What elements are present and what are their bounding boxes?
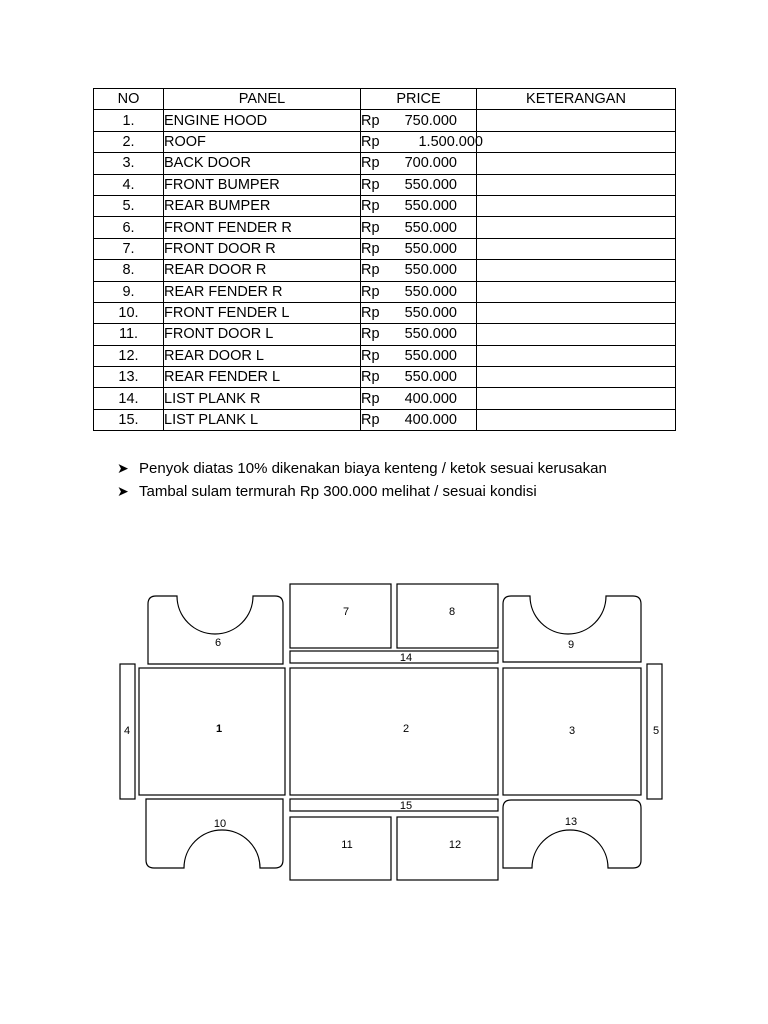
row-currency: Rp xyxy=(361,219,380,236)
panel-7-shape xyxy=(290,584,391,648)
row-amount: 550.000 xyxy=(404,198,457,215)
row-no: 7. xyxy=(94,238,164,259)
row-currency: Rp xyxy=(361,240,380,257)
panel-label: 7 xyxy=(342,605,350,618)
row-currency: Rp xyxy=(361,262,380,279)
panel-label: 1 xyxy=(215,722,223,735)
panel-label: 15 xyxy=(399,799,413,812)
row-panel: LIST PLANK L xyxy=(164,409,361,430)
row-currency: Rp xyxy=(361,412,380,429)
row-no: 2. xyxy=(94,131,164,152)
row-amount: 750.000 xyxy=(404,112,457,129)
panel-6-shape xyxy=(148,596,283,664)
row-amount: 550.000 xyxy=(404,262,457,279)
row-amount: 550.000 xyxy=(404,369,457,386)
panel-label: 6 xyxy=(214,636,222,649)
panel-12-shape xyxy=(397,817,498,880)
row-amount: 550.000 xyxy=(404,283,457,300)
row-currency: Rp xyxy=(361,347,380,364)
row-no: 13. xyxy=(94,367,164,388)
note-text: Tambal sulam termurah Rp 300.000 melihat / sesuai kondisi xyxy=(139,483,537,500)
row-amount: 550.000 xyxy=(404,326,457,343)
row-amount: 550.000 xyxy=(404,176,457,193)
row-panel: LIST PLANK R xyxy=(164,388,361,409)
row-currency: Rp xyxy=(361,369,380,386)
row-panel: REAR FENDER L xyxy=(164,367,361,388)
panel-label: 9 xyxy=(567,638,575,651)
row-currency: Rp xyxy=(361,133,380,150)
row-currency: Rp xyxy=(361,390,380,407)
row-no: 9. xyxy=(94,281,164,302)
row-no: 6. xyxy=(94,217,164,238)
row-no: 11. xyxy=(94,324,164,345)
row-no: 10. xyxy=(94,302,164,323)
panel-label: 11 xyxy=(341,838,353,851)
row-panel: FRONT DOOR R xyxy=(164,238,361,259)
panel-2-shape xyxy=(290,668,498,795)
row-currency: Rp xyxy=(361,176,380,193)
panel-label: 5 xyxy=(652,724,660,737)
row-currency: Rp xyxy=(361,305,380,322)
row-panel: REAR DOOR L xyxy=(164,345,361,366)
panel-15-shape xyxy=(290,799,498,811)
row-no: 3. xyxy=(94,153,164,174)
row-amount: 400.000 xyxy=(404,390,457,407)
row-currency: Rp xyxy=(361,198,380,215)
row-amount: 550.000 xyxy=(404,305,457,322)
row-currency: Rp xyxy=(361,326,380,343)
note-text: Penyok diatas 10% dikenakan biaya kenteng / ketok sesuai kerusakan xyxy=(139,460,607,477)
row-panel: REAR BUMPER xyxy=(164,195,361,216)
panel-9-shape xyxy=(503,596,641,662)
panel-label: 12 xyxy=(448,838,462,851)
row-panel: FRONT BUMPER xyxy=(164,174,361,195)
row-panel: ENGINE HOOD xyxy=(164,110,361,131)
row-panel: FRONT FENDER R xyxy=(164,217,361,238)
row-amount: 400.000 xyxy=(404,412,457,429)
row-no: 8. xyxy=(94,260,164,281)
panel-label: 2 xyxy=(402,722,410,735)
row-panel: REAR DOOR R xyxy=(164,260,361,281)
row-amount: 550.000 xyxy=(404,240,457,257)
row-amount: 1.500.000 xyxy=(418,133,483,150)
row-panel: ROOF xyxy=(164,131,361,152)
panel-label: 10 xyxy=(213,817,227,830)
header-panel: PANEL xyxy=(164,89,361,110)
row-no: 15. xyxy=(94,409,164,430)
row-currency: Rp xyxy=(361,283,380,300)
arrow-bullet-icon: ➤ xyxy=(117,460,129,476)
row-panel: FRONT FENDER L xyxy=(164,302,361,323)
row-panel: FRONT DOOR L xyxy=(164,324,361,345)
header-price: PRICE xyxy=(361,89,477,110)
row-amount: 700.000 xyxy=(404,155,457,172)
panel-label: 4 xyxy=(123,724,131,737)
panel-10-shape xyxy=(146,799,283,868)
panel-1-shape xyxy=(139,668,285,795)
panel-14-shape xyxy=(290,651,498,663)
row-amount: 550.000 xyxy=(404,219,457,236)
row-amount: 550.000 xyxy=(404,347,457,364)
arrow-bullet-icon: ➤ xyxy=(117,483,129,499)
panel-label: 13 xyxy=(564,815,578,828)
panel-label: 14 xyxy=(399,651,413,664)
header-no: NO xyxy=(94,89,164,110)
header-keterangan: KETERANGAN xyxy=(477,89,676,110)
row-no: 4. xyxy=(94,174,164,195)
row-panel: REAR FENDER R xyxy=(164,281,361,302)
row-currency: Rp xyxy=(361,155,380,172)
row-no: 14. xyxy=(94,388,164,409)
row-no: 5. xyxy=(94,195,164,216)
panel-label: 8 xyxy=(448,605,456,618)
row-no: 12. xyxy=(94,345,164,366)
panel-8-shape xyxy=(397,584,498,648)
row-panel: BACK DOOR xyxy=(164,153,361,174)
row-no: 1. xyxy=(94,110,164,131)
panel-13-shape xyxy=(503,800,641,868)
panel-label: 3 xyxy=(568,724,576,737)
row-currency: Rp xyxy=(361,112,380,129)
